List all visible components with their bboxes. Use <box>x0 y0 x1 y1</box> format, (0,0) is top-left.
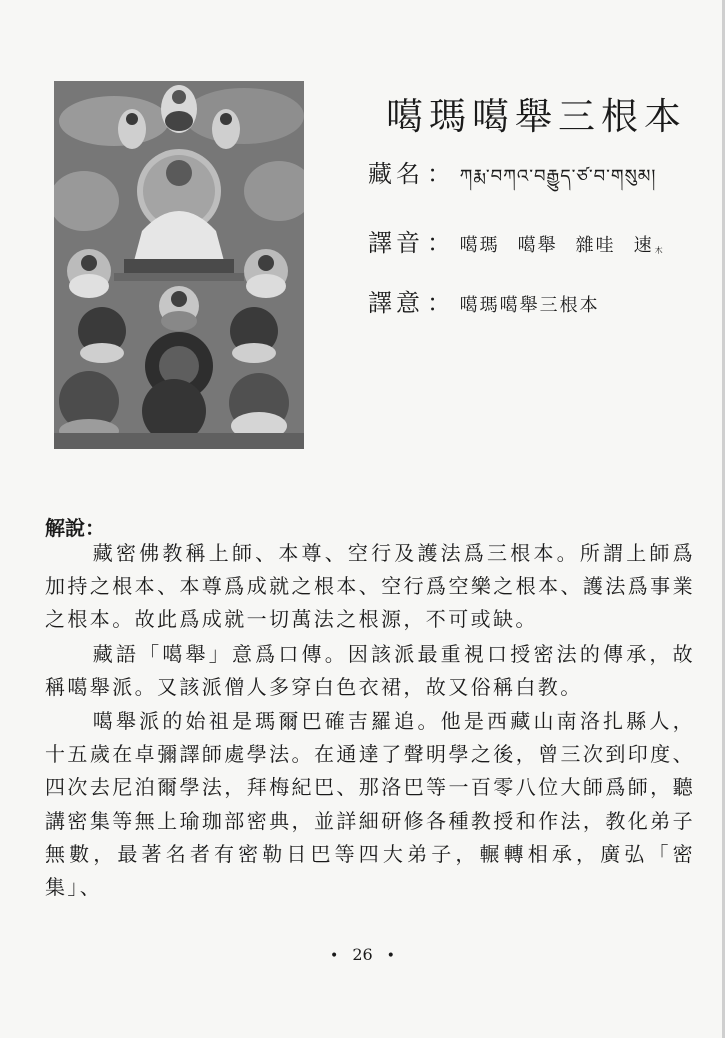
phonetic-label: 譯音 <box>368 229 424 257</box>
phonetic-row <box>368 223 665 258</box>
meaning-label: 譯意 <box>368 289 424 317</box>
paragraph-text: 藏語「噶舉」意爲口傳。因該派最重視口授密法的傳承，故稱噶舉派。又該派僧人多穿白色衣裙，故又俗稱白教。 <box>45 641 695 699</box>
thangka-image <box>54 81 304 449</box>
body-text <box>45 537 695 904</box>
phonetic-suffix: 木 <box>654 246 665 255</box>
phonetic-part <box>634 231 665 257</box>
paragraph <box>45 638 695 704</box>
meaning-colon: ： <box>427 289 451 317</box>
meaning-value: 噶瑪噶舉三根本 <box>459 295 600 316</box>
page-title: 噶瑪噶舉三根本 <box>386 95 687 138</box>
tibetan-name-label: 藏名 <box>368 160 424 188</box>
paragraph <box>45 705 695 904</box>
page-number-dot: • <box>330 948 339 964</box>
tibetan-name-row <box>368 154 656 207</box>
thangka-illustration <box>54 81 304 449</box>
page-number <box>0 945 725 964</box>
phonetic-part: 雜哇 <box>575 235 616 256</box>
tibetan-name-value: ཀརྨ་བཀའ་བརྒྱུད་ཙ་བ་གསུམ། <box>459 166 657 187</box>
page-number-dot: • <box>386 948 395 964</box>
paragraph-text: 藏密佛教稱上師、本尊、空行及護法爲三根本。所謂上師爲加持之根本、本尊爲成就之根本、空行爲空樂之根本、護法爲事業之根本。故此爲成就一切萬法之根源，不可或缺。 <box>45 541 695 632</box>
phonetic-part-text: 速 <box>633 235 654 256</box>
paragraph-text: 噶舉派的始祖是瑪爾巴確吉羅追。他是西藏山南洛扎縣人，十五歲在卓彌譯師處學法。在通達了聲明學之後，曾三次到印度、四次去尼泊爾學法，拜梅紀巴、那洛巴等一百零八位大師爲師，聽講密集等無上瑜珈部密典，並詳細研修各種教授和作法，教化弟子無數，最著名者有密勒日巴等四大弟子，輾轉相承，廣弘「密集」、 <box>45 709 695 900</box>
phonetic-part: 噶瑪 <box>459 235 500 256</box>
meaning-row <box>368 283 600 318</box>
phonetic-part: 噶舉 <box>517 235 558 256</box>
paragraph <box>45 537 695 637</box>
phonetic-colon: ： <box>427 229 451 257</box>
tibetan-name-colon: ： <box>427 160 451 188</box>
section-heading: 解說： <box>45 516 105 540</box>
page-number-value: 26 <box>352 945 373 964</box>
